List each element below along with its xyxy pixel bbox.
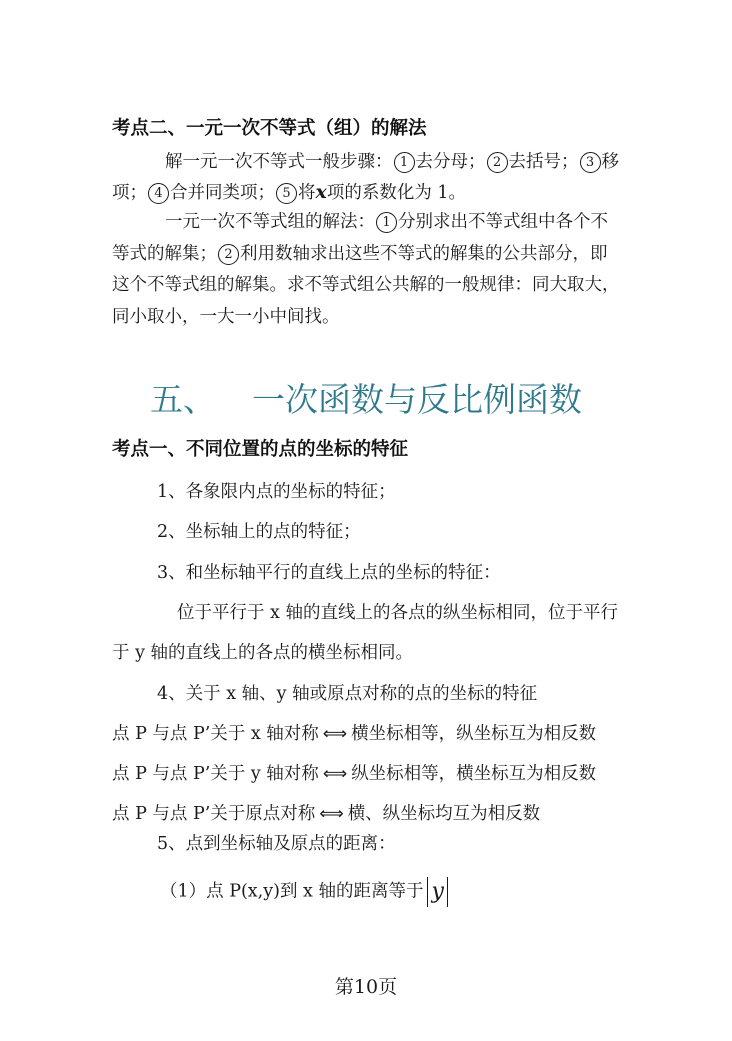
paragraph-line: 于 y 轴的直线上的各点的横坐标相同。	[112, 643, 414, 663]
chapter-number: 五、	[150, 380, 216, 419]
page-number: 第10页	[334, 976, 398, 998]
text: （1）点 P(x,y)到 x 轴的距离等于	[160, 881, 424, 902]
section-heading: 考点一、不同位置的点的坐标的特征	[112, 439, 409, 460]
variable-x: x	[315, 181, 327, 203]
circled-number: 4	[148, 183, 169, 204]
paragraph-line	[165, 150, 619, 174]
symmetry-rule	[112, 802, 540, 826]
list-item: 2、坐标轴上的点的特征；	[157, 522, 361, 542]
text: 分别求出不等式组中各个不	[398, 212, 608, 232]
symmetry-rule	[112, 722, 596, 746]
paragraph-line: 位于平行于 x 轴的直线上的各点的纵坐标相同，位于平行	[177, 603, 618, 623]
circled-number: 5	[276, 183, 297, 204]
iff-arrow-icon: ⟺	[319, 804, 344, 824]
text: 点 P 与点 P’关于 x 轴对称	[112, 724, 319, 744]
text: 项；	[112, 183, 147, 203]
paragraph-line: 这个不等式组的解集。求不等式组公共解的一般规律：同大取大，	[112, 275, 620, 295]
text: 一元一次不等式组的解法：	[165, 212, 375, 232]
text: 点 P 与点 P’关于 y 轴对称	[112, 764, 319, 784]
circled-number: 2	[487, 152, 508, 173]
list-item	[160, 877, 448, 907]
text: 纵坐标相等，横坐标互为相反数	[351, 764, 597, 784]
paragraph-line: 同小取小，一大一小中间找。	[112, 307, 340, 327]
text: 去括号；	[508, 152, 579, 172]
text: 横坐标相等，纵坐标互为相反数	[351, 724, 597, 744]
circled-number: 1	[394, 152, 415, 173]
text: 横、纵坐标均互为相反数	[347, 804, 541, 824]
text: 等式的解集；	[112, 244, 217, 264]
text: 合并同类项；	[170, 183, 275, 203]
text: 移	[601, 152, 619, 172]
paragraph-line	[112, 242, 608, 266]
absolute-value: y	[427, 877, 447, 907]
text: 去分母；	[415, 152, 486, 172]
list-item: 4、关于 x 轴、y 轴或原点对称的点的坐标的特征	[157, 684, 538, 704]
text: 利用数轴求出这些不等式的解集的公共部分，即	[240, 244, 608, 264]
circled-number: 3	[580, 152, 601, 173]
paragraph-line	[112, 180, 466, 205]
list-item: 5、点到坐标轴及原点的距离：	[157, 834, 396, 854]
paragraph-line	[165, 210, 608, 234]
text: 将	[298, 183, 316, 203]
chapter-title-text: 一次函数与反比例函数	[252, 380, 582, 419]
list-item: 3、和坐标轴平行的直线上点的坐标的特征：	[157, 563, 501, 583]
circled-number: 2	[218, 244, 239, 265]
section-heading: 考点二、一元一次不等式（组）的解法	[112, 118, 427, 139]
symmetry-rule	[112, 762, 596, 786]
text: 项的系数化为 1。	[326, 183, 467, 203]
iff-arrow-icon: ⟺	[322, 764, 348, 784]
text: 解一元一次不等式一般步骤：	[165, 152, 393, 172]
circled-number: 1	[376, 212, 397, 233]
iff-arrow-icon: ⟺	[322, 724, 348, 744]
chapter-title	[0, 374, 732, 421]
text: 点 P 与点 P’关于原点对称	[112, 804, 316, 824]
list-item: 1、各象限内点的坐标的特征；	[157, 482, 396, 502]
